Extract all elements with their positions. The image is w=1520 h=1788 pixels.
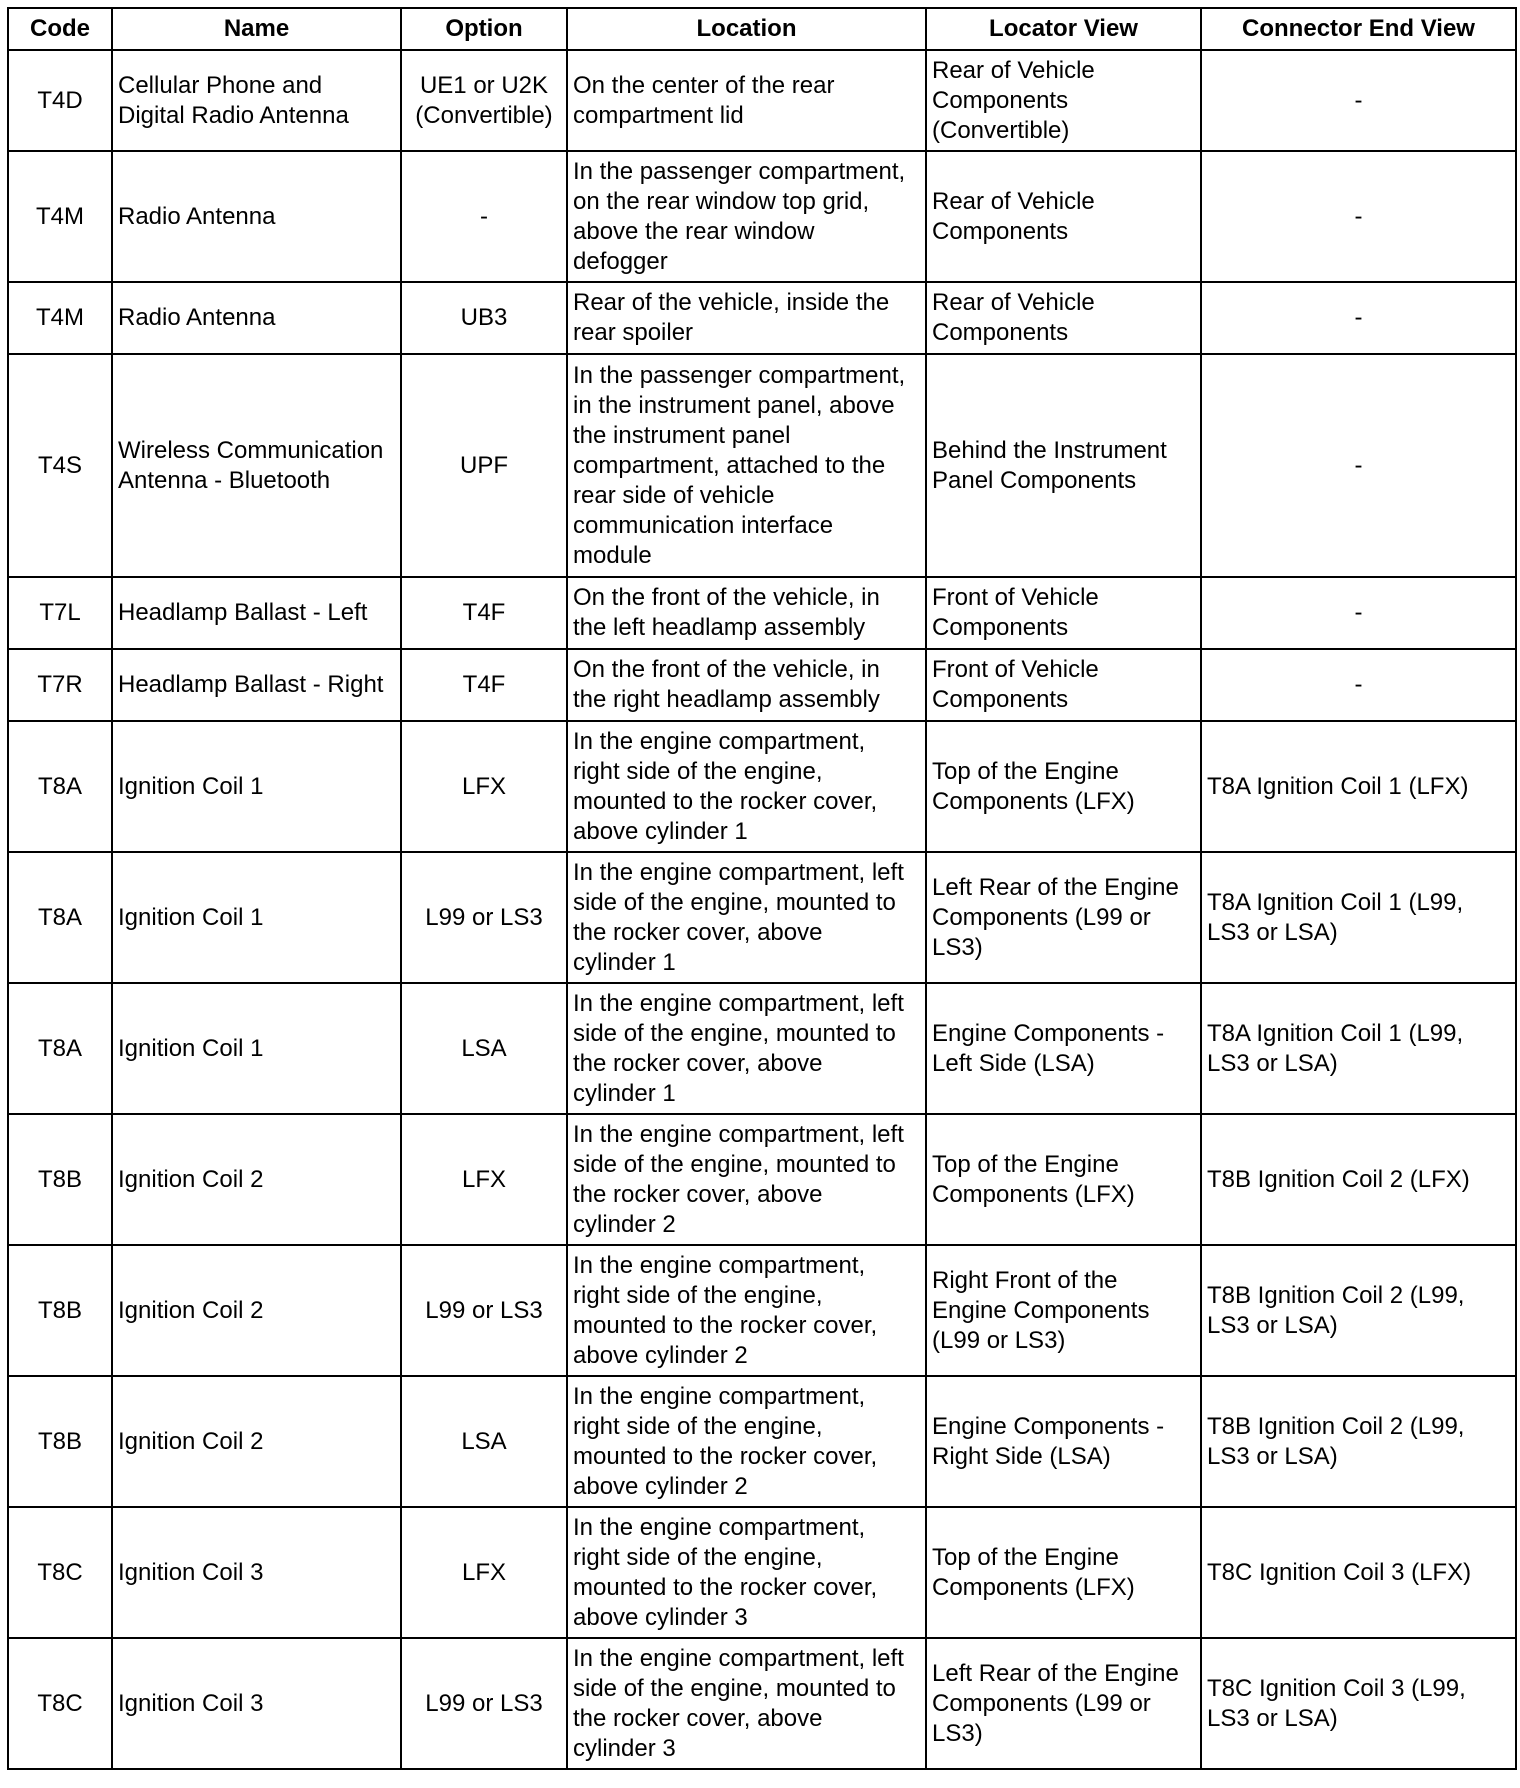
cell-option bbox=[401, 1114, 567, 1245]
cell-locator-view-line: Left Side (LSA) bbox=[932, 1049, 1095, 1077]
cell-location-line: In the engine compartment, left bbox=[573, 858, 904, 886]
cell-location-line: above cylinder 1 bbox=[573, 817, 748, 845]
table-row bbox=[8, 50, 1516, 151]
cell-option bbox=[401, 577, 567, 649]
cell-location-line: mounted to the rocker cover, bbox=[573, 1573, 878, 1601]
cell-connector-end-view bbox=[1201, 1376, 1516, 1507]
header-row bbox=[8, 8, 1516, 50]
cell-locator-view bbox=[926, 1638, 1201, 1769]
cell-code-text: T8B bbox=[37, 1165, 82, 1193]
cell-location-line: above cylinder 3 bbox=[573, 1603, 748, 1631]
cell-locator-view-line: Components bbox=[932, 319, 1069, 346]
cell-connector-end-view bbox=[1201, 1507, 1516, 1638]
cell-name-line: Ignition Coil 3 bbox=[118, 1558, 264, 1586]
cell-code-text: T4M bbox=[36, 304, 84, 331]
cell-location-line: compartment lid bbox=[573, 101, 744, 129]
cell-name bbox=[112, 282, 401, 354]
cell-location-line: In the passenger compartment, bbox=[573, 361, 906, 389]
cell-connector-end-view bbox=[1201, 577, 1516, 649]
cell-code-text: T7L bbox=[39, 599, 81, 626]
cell-location-line: compartment, attached to the bbox=[573, 451, 886, 479]
cell-location-line: the rocker cover, above bbox=[573, 1704, 823, 1732]
cell-locator-view-line: Behind the Instrument bbox=[932, 436, 1167, 464]
cell-location-line: cylinder 3 bbox=[573, 1734, 676, 1762]
cell-option bbox=[401, 282, 567, 354]
cell-code-text: T8B bbox=[37, 1427, 82, 1455]
cell-code bbox=[8, 1638, 112, 1769]
cell-location-line: side of the engine, mounted to bbox=[573, 1674, 896, 1702]
cell-option-line: LFX bbox=[461, 1165, 506, 1193]
cell-connector-end-view-line: T8A Ignition Coil 1 (LFX) bbox=[1207, 772, 1469, 800]
cell-location-line: In the engine compartment, bbox=[573, 1251, 866, 1279]
cell-connector-end-view-line: - bbox=[1354, 671, 1363, 698]
cell-locator-view-line: Components bbox=[932, 217, 1069, 245]
cell-option bbox=[401, 354, 567, 577]
cell-connector-end-view bbox=[1201, 852, 1516, 983]
cell-locator-view-line: Components (LFX) bbox=[932, 787, 1135, 815]
cell-location-line: In the passenger compartment, bbox=[573, 157, 906, 185]
cell-location-line: On the front of the vehicle, in bbox=[573, 584, 880, 611]
cell-location bbox=[567, 1507, 926, 1638]
cell-location-line: the right headlamp assembly bbox=[573, 686, 880, 713]
table-row bbox=[8, 983, 1516, 1114]
cell-locator-view-line: Rear of Vehicle bbox=[932, 56, 1095, 84]
cell-connector-end-view-line: LS3 or LSA) bbox=[1207, 1049, 1338, 1077]
header-locator-view: Locator View bbox=[926, 8, 1201, 50]
cell-location bbox=[567, 577, 926, 649]
cell-location-line: cylinder 2 bbox=[573, 1210, 676, 1238]
cell-location-line: side of the engine, mounted to bbox=[573, 1019, 896, 1047]
cell-location bbox=[567, 1638, 926, 1769]
cell-location-line: cylinder 1 bbox=[573, 1079, 676, 1107]
cell-location-line: cylinder 1 bbox=[573, 948, 676, 976]
cell-location bbox=[567, 983, 926, 1114]
cell-connector-end-view-line: T8B Ignition Coil 2 (LFX) bbox=[1207, 1165, 1470, 1193]
cell-locator-view-line: (Convertible) bbox=[932, 116, 1070, 144]
cell-locator-view-line: Components bbox=[932, 614, 1069, 641]
cell-locator-view-line: Top of the Engine bbox=[932, 757, 1119, 785]
cell-code-text: T4M bbox=[36, 202, 84, 230]
cell-connector-end-view-line: LS3 or LSA) bbox=[1207, 1704, 1338, 1732]
cell-locator-view bbox=[926, 721, 1201, 852]
cell-code-text: T8A bbox=[37, 1034, 82, 1062]
table-row bbox=[8, 649, 1516, 721]
cell-connector-end-view-line: - bbox=[1354, 599, 1363, 626]
cell-location-line: above the rear window bbox=[573, 217, 815, 245]
table-row bbox=[8, 282, 1516, 354]
cell-locator-view bbox=[926, 577, 1201, 649]
cell-connector-end-view bbox=[1201, 1245, 1516, 1376]
cell-name bbox=[112, 1114, 401, 1245]
cell-code bbox=[8, 1376, 112, 1507]
cell-locator-view-line: Left Rear of the Engine bbox=[932, 1659, 1179, 1687]
header-connector-end-view: Connector End View bbox=[1201, 8, 1516, 50]
cell-code bbox=[8, 282, 112, 354]
cell-code bbox=[8, 721, 112, 852]
cell-code bbox=[8, 50, 112, 151]
cell-location-line: On the center of the rear bbox=[573, 71, 835, 99]
cell-connector-end-view-line: LS3 or LSA) bbox=[1207, 1442, 1338, 1470]
cell-option-line: L99 or LS3 bbox=[425, 1689, 543, 1717]
cell-name bbox=[112, 983, 401, 1114]
cell-location-line: the instrument panel bbox=[573, 421, 791, 449]
cell-code bbox=[8, 577, 112, 649]
cell-connector-end-view bbox=[1201, 649, 1516, 721]
table-row bbox=[8, 577, 1516, 649]
cell-location-line: right side of the engine, bbox=[573, 1543, 823, 1571]
cell-code bbox=[8, 852, 112, 983]
cell-connector-end-view bbox=[1201, 50, 1516, 151]
cell-locator-view-line: Components (L99 or bbox=[932, 1689, 1151, 1717]
cell-name bbox=[112, 50, 401, 151]
cell-code bbox=[8, 1114, 112, 1245]
cell-location-line: Rear of the vehicle, inside the bbox=[573, 289, 890, 316]
cell-location-line: rear spoiler bbox=[573, 319, 694, 346]
cell-locator-view-line: Top of the Engine bbox=[932, 1150, 1119, 1178]
cell-location-line: mounted to the rocker cover, bbox=[573, 787, 878, 815]
cell-name-line: Radio Antenna bbox=[118, 202, 276, 230]
cell-locator-view bbox=[926, 151, 1201, 282]
cell-location-line: in the instrument panel, above bbox=[573, 391, 895, 419]
cell-option-line: L99 or LS3 bbox=[425, 1296, 543, 1324]
cell-locator-view-line: LS3) bbox=[932, 1719, 983, 1747]
header-location: Location bbox=[567, 8, 926, 50]
cell-name-line: Wireless Communication bbox=[118, 436, 384, 464]
cell-code bbox=[8, 649, 112, 721]
cell-location-line: right side of the engine, bbox=[573, 757, 823, 785]
cell-code-text: T8A bbox=[37, 903, 82, 931]
cell-locator-view-line: Components bbox=[932, 86, 1069, 114]
cell-location bbox=[567, 354, 926, 577]
table-row bbox=[8, 1507, 1516, 1638]
cell-name bbox=[112, 649, 401, 721]
cell-location-line: side of the engine, mounted to bbox=[573, 888, 896, 916]
cell-location-line: above cylinder 2 bbox=[573, 1341, 748, 1369]
cell-locator-view-line: Right Front of the bbox=[932, 1266, 1118, 1294]
cell-location-line: mounted to the rocker cover, bbox=[573, 1442, 878, 1470]
cell-locator-view-line: Components (LFX) bbox=[932, 1180, 1135, 1208]
cell-name-line: Ignition Coil 2 bbox=[118, 1165, 264, 1193]
cell-name bbox=[112, 852, 401, 983]
cell-option-line: T4F bbox=[462, 671, 506, 698]
cell-name bbox=[112, 1638, 401, 1769]
table-row bbox=[8, 151, 1516, 282]
cell-name-line: Antenna - Bluetooth bbox=[118, 466, 331, 494]
cell-location bbox=[567, 282, 926, 354]
cell-code-text: T8C bbox=[37, 1558, 83, 1586]
cell-locator-view-line: Right Side (LSA) bbox=[932, 1442, 1111, 1470]
cell-code-text: T8C bbox=[37, 1689, 83, 1717]
cell-option-line: - bbox=[480, 202, 488, 230]
cell-connector-end-view-line: - bbox=[1354, 304, 1363, 331]
cell-locator-view bbox=[926, 852, 1201, 983]
cell-option-line: LFX bbox=[461, 1558, 506, 1586]
cell-code bbox=[8, 151, 112, 282]
cell-location-line: In the engine compartment, left bbox=[573, 1120, 904, 1148]
cell-option-line: (Convertible) bbox=[415, 101, 553, 129]
cell-connector-end-view-line: LS3 or LSA) bbox=[1207, 1311, 1338, 1339]
header-code: Code bbox=[8, 8, 112, 50]
cell-location-line: the left headlamp assembly bbox=[573, 614, 866, 641]
cell-locator-view-line: Top of the Engine bbox=[932, 1543, 1119, 1571]
cell-location bbox=[567, 1114, 926, 1245]
cell-name-line: Ignition Coil 1 bbox=[118, 1034, 264, 1062]
cell-location bbox=[567, 50, 926, 151]
cell-code bbox=[8, 983, 112, 1114]
cell-location bbox=[567, 1245, 926, 1376]
cell-option bbox=[401, 1245, 567, 1376]
cell-option-line: LSA bbox=[461, 1034, 507, 1062]
cell-locator-view-line: Panel Components bbox=[932, 466, 1137, 494]
cell-locator-view-line: Front of Vehicle bbox=[932, 656, 1099, 683]
cell-locator-view-line: Components (LFX) bbox=[932, 1573, 1135, 1601]
cell-location-line: on the rear window top grid, bbox=[573, 187, 870, 215]
cell-locator-view bbox=[926, 649, 1201, 721]
table-row bbox=[8, 1114, 1516, 1245]
cell-location bbox=[567, 649, 926, 721]
cell-connector-end-view bbox=[1201, 354, 1516, 577]
cell-location-line: module bbox=[573, 541, 652, 569]
cell-code bbox=[8, 1245, 112, 1376]
cell-code-text: T8B bbox=[37, 1296, 82, 1324]
cell-locator-view-line: Engine Components - bbox=[932, 1412, 1165, 1440]
cell-connector-end-view bbox=[1201, 721, 1516, 852]
cell-location-line: the rocker cover, above bbox=[573, 1049, 823, 1077]
cell-locator-view-line: LS3) bbox=[932, 933, 983, 961]
cell-name-line: Ignition Coil 3 bbox=[118, 1689, 264, 1717]
cell-connector-end-view-line: - bbox=[1354, 202, 1363, 230]
cell-locator-view-line: (L99 or LS3) bbox=[932, 1326, 1066, 1354]
cell-location bbox=[567, 151, 926, 282]
cell-locator-view bbox=[926, 1114, 1201, 1245]
cell-option-line: L99 or LS3 bbox=[425, 903, 543, 931]
cell-connector-end-view bbox=[1201, 1114, 1516, 1245]
cell-locator-view-line: Front of Vehicle bbox=[932, 584, 1099, 611]
cell-option bbox=[401, 852, 567, 983]
cell-option-line: UPF bbox=[460, 451, 508, 479]
cell-name bbox=[112, 721, 401, 852]
cell-locator-view bbox=[926, 1245, 1201, 1376]
cell-option bbox=[401, 50, 567, 151]
table-row bbox=[8, 1245, 1516, 1376]
cell-connector-end-view-line: T8C Ignition Coil 3 (LFX) bbox=[1207, 1558, 1472, 1586]
cell-location-line: In the engine compartment, left bbox=[573, 1644, 904, 1672]
cell-option bbox=[401, 1376, 567, 1507]
cell-option-line: LFX bbox=[461, 772, 506, 800]
cell-option-line: LSA bbox=[461, 1427, 507, 1455]
component-table-container bbox=[7, 7, 1517, 1770]
cell-option bbox=[401, 721, 567, 852]
cell-code-text: T4D bbox=[37, 86, 83, 114]
cell-connector-end-view-line: T8A Ignition Coil 1 (L99, bbox=[1207, 1019, 1464, 1047]
header-name: Name bbox=[112, 8, 401, 50]
cell-connector-end-view-line: - bbox=[1354, 86, 1363, 114]
cell-connector-end-view-line: T8A Ignition Coil 1 (L99, bbox=[1207, 888, 1464, 916]
cell-option bbox=[401, 649, 567, 721]
cell-locator-view-line: Left Rear of the Engine bbox=[932, 873, 1179, 901]
cell-location-line: mounted to the rocker cover, bbox=[573, 1311, 878, 1339]
cell-option bbox=[401, 1638, 567, 1769]
cell-name-line: Digital Radio Antenna bbox=[118, 101, 349, 129]
cell-locator-view-line: Components (L99 or bbox=[932, 903, 1151, 931]
cell-location-line: In the engine compartment, bbox=[573, 1513, 866, 1541]
cell-locator-view-line: Rear of Vehicle bbox=[932, 187, 1095, 215]
cell-locator-view bbox=[926, 50, 1201, 151]
cell-location bbox=[567, 852, 926, 983]
cell-name-line: Ignition Coil 1 bbox=[118, 772, 264, 800]
cell-connector-end-view bbox=[1201, 1638, 1516, 1769]
cell-option bbox=[401, 1507, 567, 1638]
cell-location-line: defogger bbox=[573, 247, 668, 275]
table-row bbox=[8, 852, 1516, 983]
cell-location-line: rear side of vehicle bbox=[573, 481, 775, 509]
cell-name bbox=[112, 1376, 401, 1507]
cell-location-line: On the front of the vehicle, in bbox=[573, 656, 880, 683]
cell-code bbox=[8, 1507, 112, 1638]
cell-code-text: T4S bbox=[37, 451, 82, 479]
cell-code bbox=[8, 354, 112, 577]
cell-name bbox=[112, 1245, 401, 1376]
cell-location-line: side of the engine, mounted to bbox=[573, 1150, 896, 1178]
table-header bbox=[8, 8, 1516, 50]
component-locator-table bbox=[7, 7, 1517, 1770]
table-row bbox=[8, 1376, 1516, 1507]
cell-locator-view bbox=[926, 1507, 1201, 1638]
cell-connector-end-view-line: T8C Ignition Coil 3 (L99, bbox=[1207, 1674, 1466, 1702]
cell-location-line: right side of the engine, bbox=[573, 1281, 823, 1309]
cell-connector-end-view bbox=[1201, 151, 1516, 282]
cell-location-line: communication interface bbox=[573, 511, 834, 539]
cell-location-line: the rocker cover, above bbox=[573, 918, 823, 946]
header-option: Option bbox=[401, 8, 567, 50]
cell-code-text: T7R bbox=[37, 671, 83, 698]
cell-name-line: Ignition Coil 1 bbox=[118, 903, 264, 931]
cell-locator-view bbox=[926, 282, 1201, 354]
cell-connector-end-view bbox=[1201, 983, 1516, 1114]
cell-option bbox=[401, 151, 567, 282]
cell-name-line: Cellular Phone and bbox=[118, 71, 323, 99]
cell-option-line: UB3 bbox=[460, 304, 508, 331]
cell-location bbox=[567, 1376, 926, 1507]
cell-locator-view bbox=[926, 354, 1201, 577]
cell-location-line: In the engine compartment, left bbox=[573, 989, 904, 1017]
cell-name-line: Headlamp Ballast - Right bbox=[118, 671, 384, 698]
cell-locator-view-line: Rear of Vehicle bbox=[932, 289, 1095, 316]
cell-name-line: Radio Antenna bbox=[118, 304, 276, 331]
table-row bbox=[8, 721, 1516, 852]
cell-name bbox=[112, 577, 401, 649]
cell-location-line: In the engine compartment, bbox=[573, 1382, 866, 1410]
cell-locator-view bbox=[926, 983, 1201, 1114]
cell-code-text: T8A bbox=[37, 772, 82, 800]
cell-connector-end-view-line: LS3 or LSA) bbox=[1207, 918, 1338, 946]
table-row bbox=[8, 1638, 1516, 1769]
cell-name bbox=[112, 1507, 401, 1638]
cell-connector-end-view-line: T8B Ignition Coil 2 (L99, bbox=[1207, 1281, 1465, 1309]
cell-option bbox=[401, 983, 567, 1114]
cell-option-line: UE1 or U2K bbox=[419, 71, 549, 99]
cell-locator-view-line: Engine Components bbox=[932, 1296, 1150, 1324]
cell-connector-end-view-line: - bbox=[1354, 451, 1363, 479]
cell-name bbox=[112, 151, 401, 282]
table-body bbox=[8, 50, 1516, 1769]
cell-connector-end-view-line: T8B Ignition Coil 2 (L99, bbox=[1207, 1412, 1465, 1440]
cell-locator-view-line: Components bbox=[932, 686, 1069, 713]
cell-location-line: right side of the engine, bbox=[573, 1412, 823, 1440]
cell-name bbox=[112, 354, 401, 577]
cell-name-line: Ignition Coil 2 bbox=[118, 1427, 264, 1455]
cell-location-line: above cylinder 2 bbox=[573, 1472, 748, 1500]
cell-location-line: the rocker cover, above bbox=[573, 1180, 823, 1208]
cell-name-line: Headlamp Ballast - Left bbox=[118, 599, 368, 626]
cell-connector-end-view bbox=[1201, 282, 1516, 354]
cell-name-line: Ignition Coil 2 bbox=[118, 1296, 264, 1324]
cell-locator-view bbox=[926, 1376, 1201, 1507]
cell-location bbox=[567, 721, 926, 852]
cell-location-line: In the engine compartment, bbox=[573, 727, 866, 755]
table-row bbox=[8, 354, 1516, 577]
cell-option-line: T4F bbox=[462, 599, 506, 626]
cell-locator-view-line: Engine Components - bbox=[932, 1019, 1165, 1047]
